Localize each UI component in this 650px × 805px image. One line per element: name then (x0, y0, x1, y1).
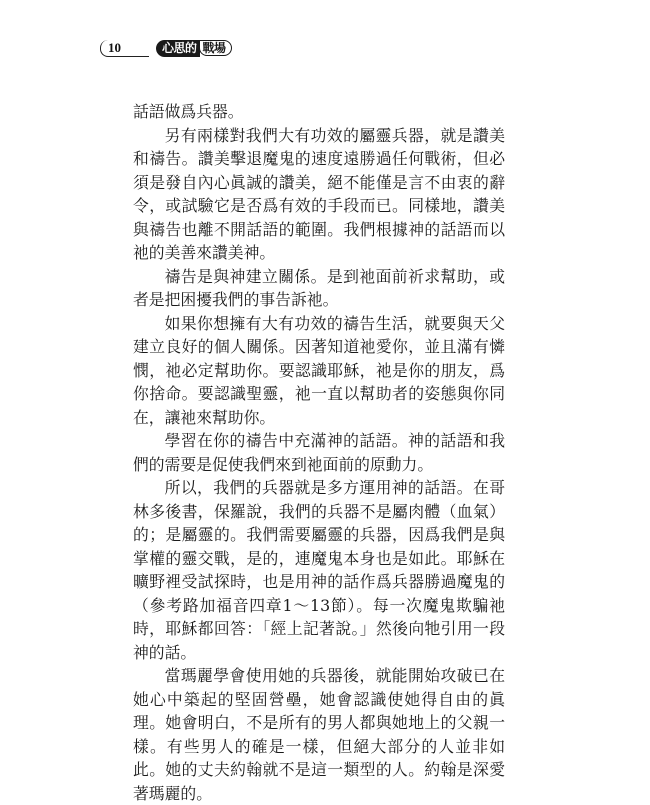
page-body (133, 100, 505, 805)
paragraph: 另有兩樣對我們大有功效的屬靈兵器，就是讚美和禱告。讚美擊退魔鬼的速度遠勝過任何戰術，但必須是發自內心眞誠的讚美，絕不能僅是言不由衷的辭令，或試驗它是否爲有效的手段而已。同樣地，讚美與禱告也離不開話語的範圍。我們根據神的話語而以祂的美善來讚美神。 (133, 125, 505, 262)
header-curve-decoration (100, 40, 149, 57)
running-title-light-part: 戰場 (199, 40, 232, 56)
paragraph: 當瑪麗學會使用她的兵器後，就能開始攻破已在她心中築起的堅固營壘，她會認識使她得自由的眞理。她會明白，不是所有的男人都與她地上的父親一樣。有些男人的確是一樣，但絕大部分的人並非如此。她的丈夫約翰就不是這一類型的人。約翰是深愛著瑪麗的。 (133, 666, 505, 803)
page-number-frame (100, 39, 140, 57)
running-title (156, 40, 232, 57)
running-title-dark-part: 心思的 (156, 40, 200, 57)
paragraph: 話語做爲兵器。 (133, 102, 244, 121)
paragraph: 所以，我們的兵器就是多方運用神的話語。在哥林多後書，保羅說，我們的兵器不是屬肉體（血氣）的；是屬靈的。我們需要屬靈的兵器，因爲我們是與掌權的靈交戰，是的，連魔鬼本身也是如此。耶穌在曠野裡受試探時，也是用神的話作爲兵器勝過魔鬼的（參考路加福音四章1～13節）。每一次魔鬼欺騙祂時，耶穌都回答：「經上記著說。」然後向牠引用一段神的話。 (133, 478, 505, 662)
paragraph: 如果你想擁有大有功效的禱告生活，就要與天父建立良好的個人關係。因著知道祂愛你，並且滿有憐憫，祂必定幫助你。要認識耶穌，祂是你的朋友，爲你捨命。要認識聖靈，祂一直以幫助者的姿態與你同在，讓祂來幫助你。 (133, 313, 505, 427)
page-number: 10 (108, 40, 121, 55)
paragraph: 禱告是與神建立關係。是到祂面前祈求幫助，或者是把困擾我們的事告訴祂。 (133, 266, 505, 309)
paragraph: 學習在你的禱告中充滿神的話語。神的話語和我們的需要是促使我們來到祂面前的原動力。 (133, 431, 505, 474)
page-header (100, 38, 232, 58)
